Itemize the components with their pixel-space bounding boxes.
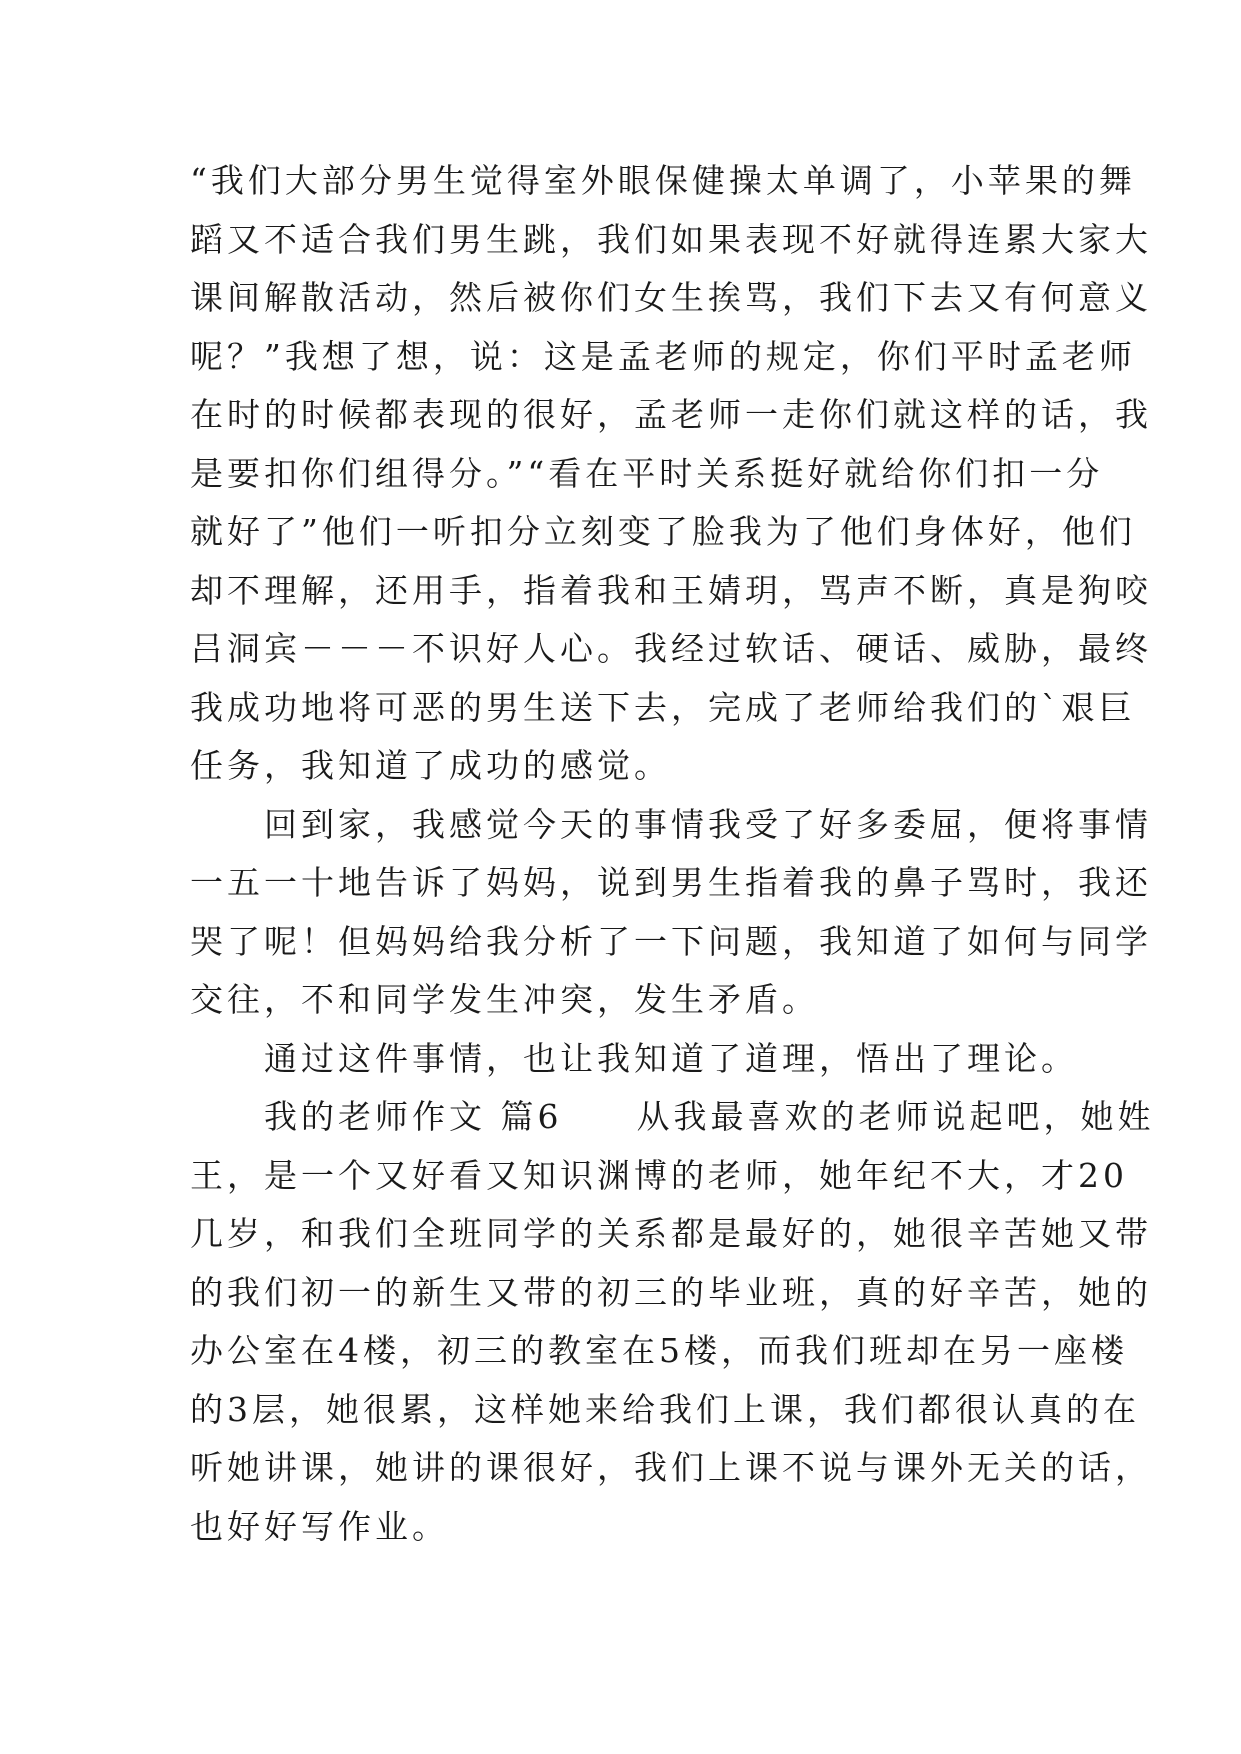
text-line: 我的老师作文 篇6 从我最喜欢的老师说起吧，她姓 (190, 1097, 1155, 1136)
text-line: 一五一十地告诉了妈妈，说到男生指着我的鼻子骂时，我还 (190, 863, 1152, 902)
text-line: 蹈又不适合我们男生跳，我们如果表现不好就得连累大家大 (190, 219, 1152, 259)
text-line: “我们大部分男生觉得室外眼保健操太单调了，小苹果的舞 (190, 161, 1136, 200)
text-line: 也好好写作业。 (190, 1506, 449, 1546)
text-line: 是要扣你们组得分。”“看在平时关系挺好就给你们扣一分 (190, 453, 1104, 493)
text-line: 任务，我知道了成功的感觉。 (190, 746, 671, 785)
text-line: 的我们初一的新生又带的初三的毕业班，真的好辛苦，她的 (190, 1272, 1152, 1312)
text-line: 通过这件事情，也让我知道了道理，悟出了理论。 (190, 1038, 1078, 1078)
text-line: 课间解散活动，然后被你们女生挨骂，我们下去又有何意义 (190, 278, 1152, 317)
text-line: 听她讲课，她讲的课很好，我们上课不说与课外无关的话， (190, 1448, 1152, 1487)
text-line: 却不理解，还用手，指着我和王婧玥，骂声不断，真是狗咬 (190, 570, 1152, 610)
text-line: 办公室在4楼，初三的教室在5楼，而我们班却在另一座楼 (190, 1331, 1128, 1370)
text-line: 几岁，和我们全班同学的关系都是最好的，她很辛苦她又带 (190, 1214, 1152, 1253)
text-line: 我成功地将可恶的男生送下去，完成了老师给我们的`艰巨 (190, 687, 1136, 727)
text-line: 的3层，她很累，这样她来给我们上课，我们都很认真的在 (190, 1389, 1140, 1429)
text-line: 王，是一个又好看又知识渊博的老师，她年纪不大，才20 (190, 1155, 1128, 1195)
text-line: 就好了”他们一听扣分立刻变了脸我为了他们身体好，他们 (190, 512, 1136, 551)
text-line: 哭了呢！但妈妈给我分析了一下问题，我知道了如何与同学 (190, 921, 1152, 961)
text-line: 吕洞宾－－－不识好人心。我经过软话、硬话、威胁，最终 (190, 629, 1152, 668)
document-body (190, 152, 1155, 1556)
text-line: 呢？”我想了想，说：这是孟老师的规定，你们平时孟老师 (190, 336, 1136, 376)
text-line: 回到家，我感觉今天的事情我受了好多委屈，便将事情 (190, 804, 1152, 844)
text-line: 在时的时候都表现的很好，孟老师一走你们就这样的话，我 (190, 395, 1152, 434)
text-line: 交往，不和同学发生冲突，发生矛盾。 (190, 980, 819, 1019)
